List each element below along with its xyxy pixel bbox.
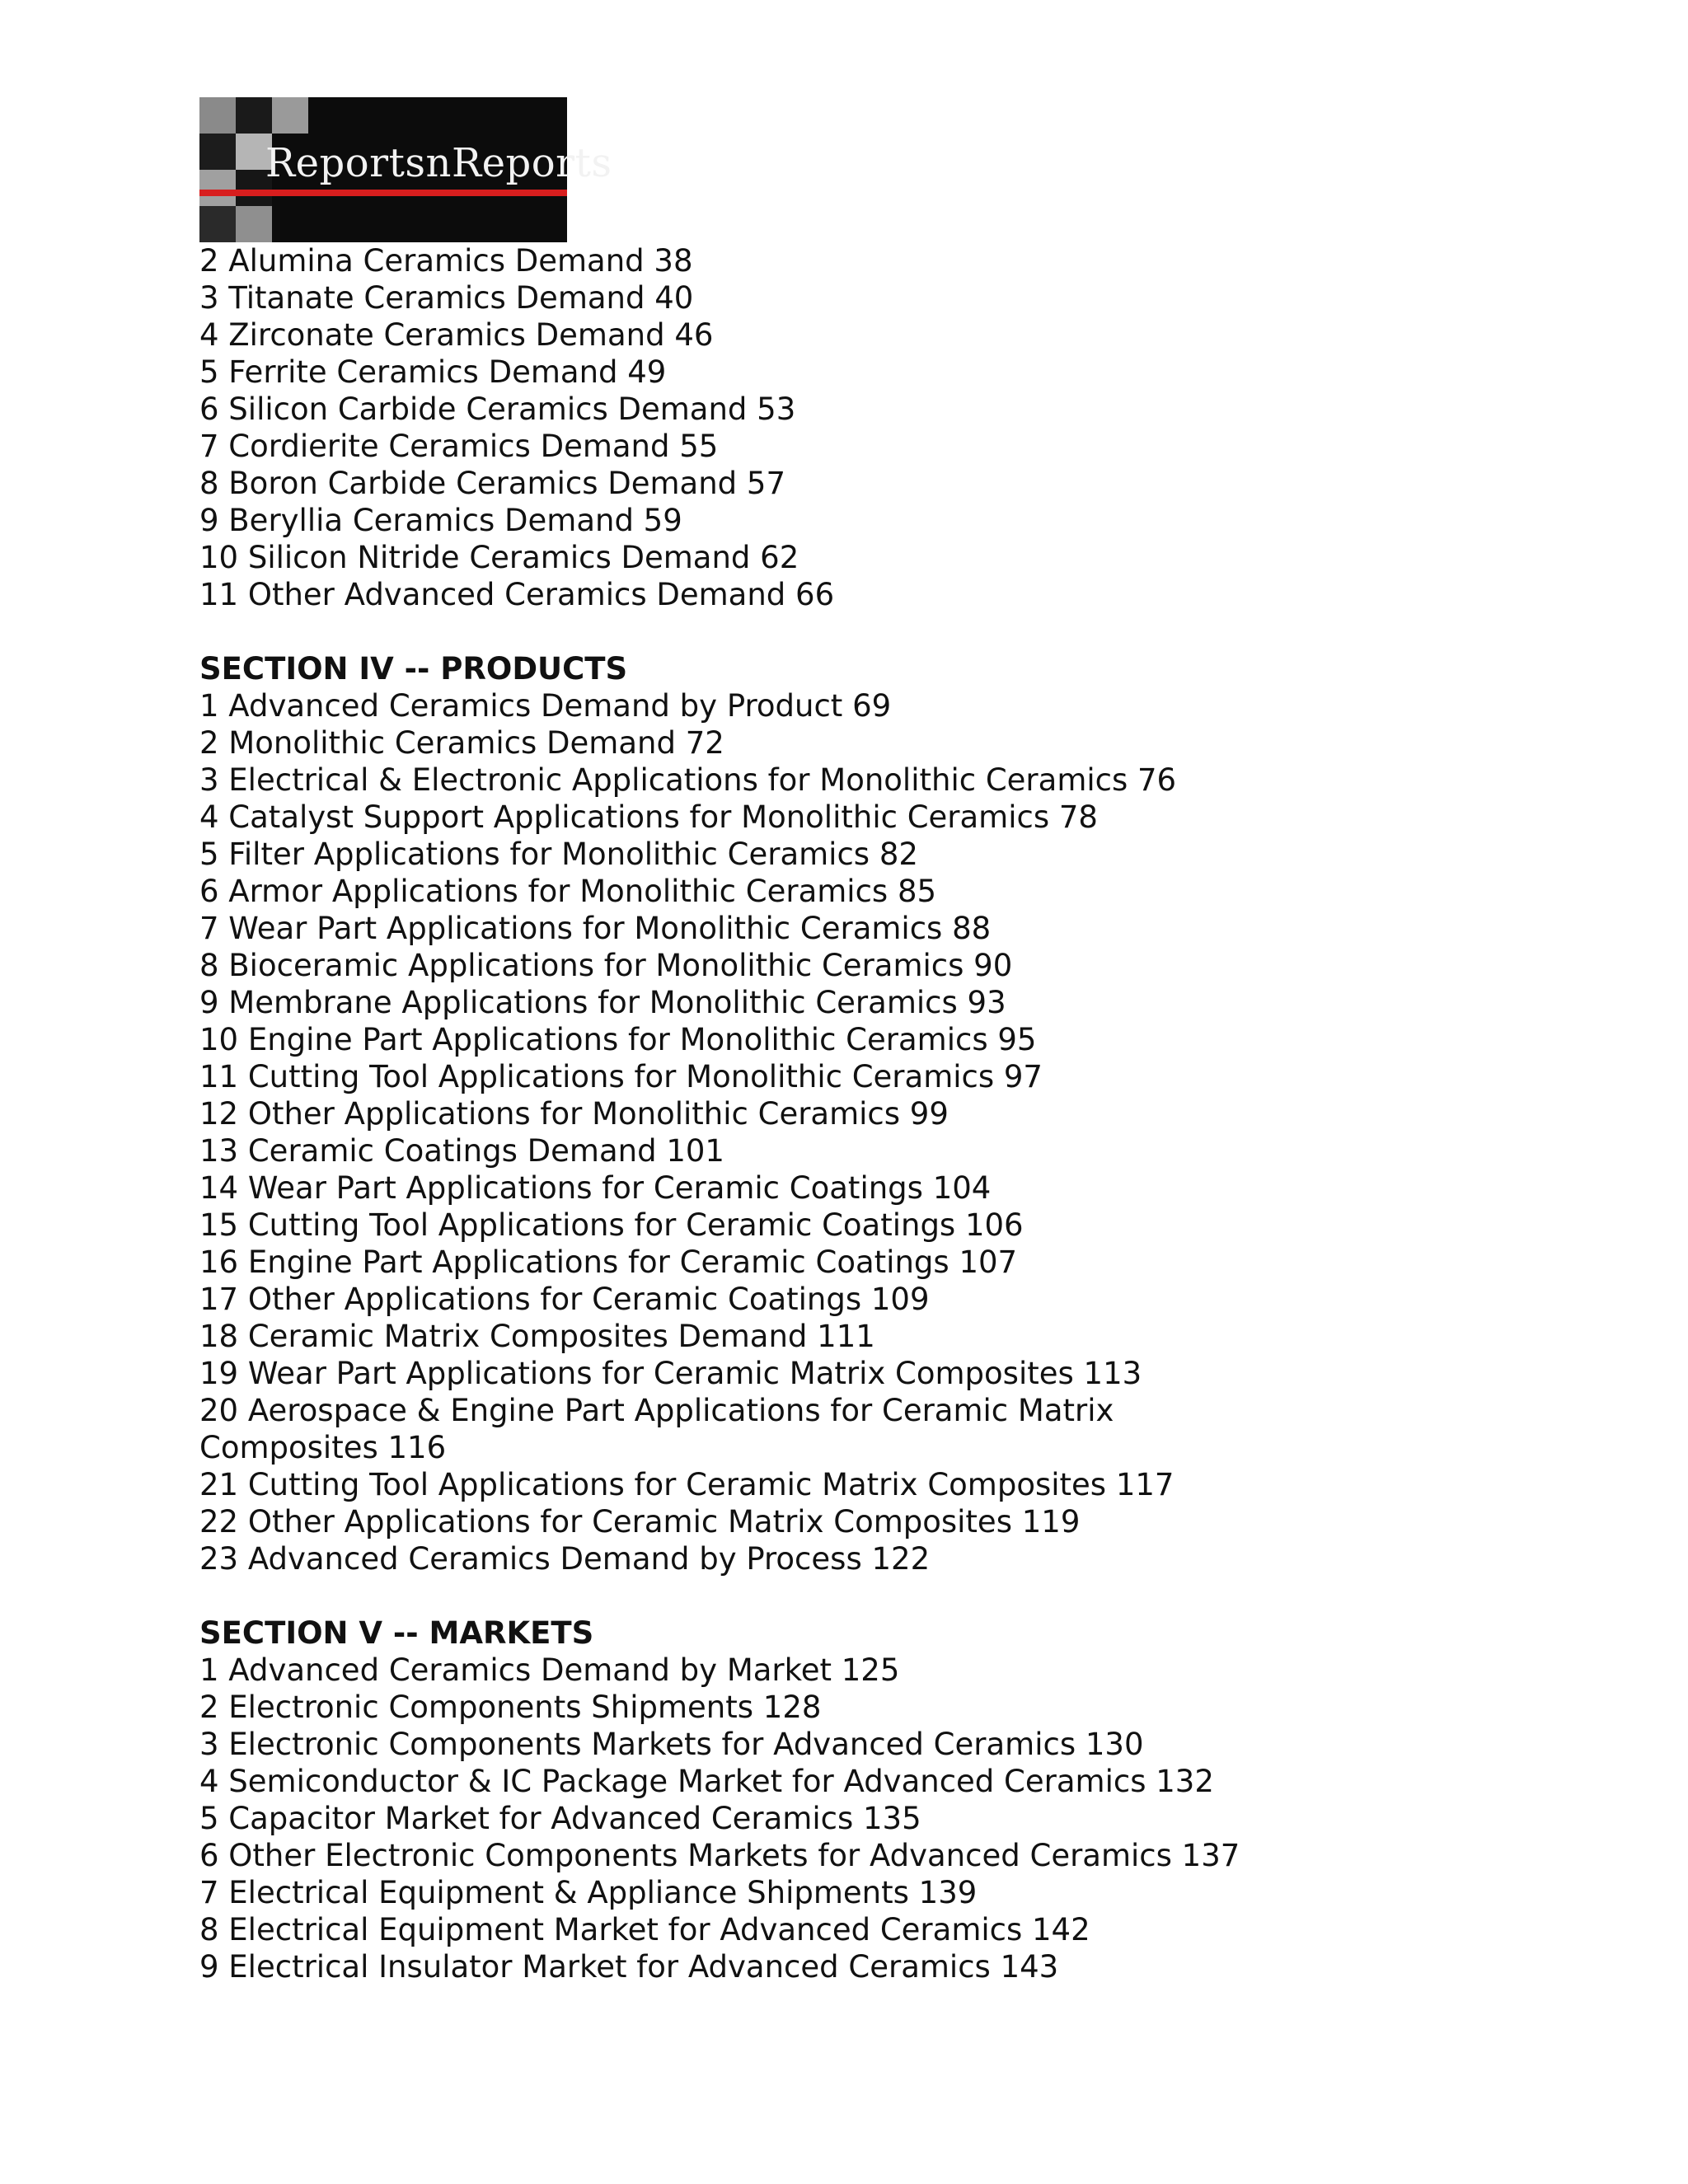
section-iv-list xyxy=(199,687,1617,1577)
toc-entry: 2 Alumina Ceramics Demand 38 xyxy=(199,243,693,279)
section-v-heading: SECTION V -- MARKETS xyxy=(199,1615,594,1651)
toc-entry: 6 Other Electronic Components Markets for Advanced Ceramics 137 xyxy=(199,1838,1240,1873)
toc-entry: 8 Boron Carbide Ceramics Demand 57 xyxy=(199,466,786,501)
toc-entry: 6 Silicon Carbide Ceramics Demand 53 xyxy=(199,391,796,427)
toc-entry: 8 Bioceramic Applications for Monolithic Ceramics 90 xyxy=(199,948,1013,983)
toc-entry: 5 Filter Applications for Monolithic Ceramics 82 xyxy=(199,837,918,872)
section-v-list xyxy=(199,1652,1617,1985)
toc-entry: 18 Ceramic Matrix Composites Demand 111 xyxy=(199,1319,875,1354)
toc-entry: 20 Aerospace & Engine Part Applications for Ceramic Matrix xyxy=(199,1393,1114,1428)
toc-entry-continuation: Composites 116 xyxy=(199,1430,447,1465)
toc-entry: 23 Advanced Ceramics Demand by Process 122 xyxy=(199,1541,931,1577)
toc-entry: 12 Other Applications for Monolithic Ceramics 99 xyxy=(199,1096,949,1132)
toc-entry: 10 Engine Part Applications for Monolithic Ceramics 95 xyxy=(199,1022,1037,1057)
toc-entry: 3 Electrical & Electronic Applications for Monolithic Ceramics 76 xyxy=(199,762,1177,798)
toc-entry: 15 Cutting Tool Applications for Ceramic Coatings 106 xyxy=(199,1207,1024,1243)
toc-entry: 7 Wear Part Applications for Monolithic Ceramics 88 xyxy=(199,911,992,946)
toc-entry: 17 Other Applications for Ceramic Coatings 109 xyxy=(199,1282,930,1317)
toc-entry: 1 Advanced Ceramics Demand by Market 125 xyxy=(199,1652,900,1688)
logo-wordmark: ReportsnReports xyxy=(265,140,612,186)
toc-entry: 13 Ceramic Coatings Demand 101 xyxy=(199,1133,724,1169)
logo-red-bar xyxy=(199,190,567,196)
toc-entry: 19 Wear Part Applications for Ceramic Matrix Composites 113 xyxy=(199,1356,1142,1391)
toc-entry: 6 Armor Applications for Monolithic Ceramics 85 xyxy=(199,874,937,909)
toc-entry: 9 Beryllia Ceramics Demand 59 xyxy=(199,503,682,538)
toc-entry: 14 Wear Part Applications for Ceramic Coatings 104 xyxy=(199,1170,992,1206)
document-page xyxy=(199,97,1617,1985)
toc-entry: 9 Electrical Insulator Market for Advanced Ceramics 143 xyxy=(199,1949,1059,1985)
toc-entry: 5 Ferrite Ceramics Demand 49 xyxy=(199,354,667,390)
toc-entry: 11 Cutting Tool Applications for Monolithic Ceramics 97 xyxy=(199,1059,1043,1094)
logo-checker-square xyxy=(236,206,272,242)
logo-checker-square xyxy=(199,206,236,242)
section-iii-list xyxy=(199,242,1617,613)
toc-entry: 9 Membrane Applications for Monolithic Ceramics 93 xyxy=(199,985,1006,1020)
toc-entry: 4 Semiconductor & IC Package Market for Advanced Ceramics 132 xyxy=(199,1764,1214,1799)
toc-entry: 4 Catalyst Support Applications for Monolithic Ceramics 78 xyxy=(199,799,1098,835)
toc-entry: 16 Engine Part Applications for Ceramic Coatings 107 xyxy=(199,1244,1018,1280)
toc-entry: 5 Capacitor Market for Advanced Ceramics 135 xyxy=(199,1801,921,1836)
toc-entry: 4 Zirconate Ceramics Demand 46 xyxy=(199,317,714,353)
toc-entry: 11 Other Advanced Ceramics Demand 66 xyxy=(199,577,835,612)
toc-entry: 10 Silicon Nitride Ceramics Demand 62 xyxy=(199,540,799,575)
toc-entry: 7 Cordierite Ceramics Demand 55 xyxy=(199,429,719,464)
logo-checker-square xyxy=(236,97,272,134)
reportsnreports-logo xyxy=(199,97,612,242)
toc-entry: 21 Cutting Tool Applications for Ceramic Matrix Composites 117 xyxy=(199,1467,1175,1502)
toc-entry: 3 Electronic Components Markets for Advanced Ceramics 130 xyxy=(199,1727,1144,1762)
toc-entry: 22 Other Applications for Ceramic Matrix Composites 119 xyxy=(199,1504,1081,1540)
logo-checker-square xyxy=(199,97,236,134)
logo-checker-square xyxy=(199,134,236,170)
toc-entry: 7 Electrical Equipment & Appliance Shipments 139 xyxy=(199,1875,978,1910)
logo-checker-square xyxy=(199,170,236,206)
toc-entry: 1 Advanced Ceramics Demand by Product 69 xyxy=(199,688,892,724)
toc-entry: 2 Monolithic Ceramics Demand 72 xyxy=(199,725,724,761)
toc-entry: 8 Electrical Equipment Market for Advanced Ceramics 142 xyxy=(199,1912,1090,1947)
logo-checker-square xyxy=(272,97,308,134)
section-iv-heading: SECTION IV -- PRODUCTS xyxy=(199,651,628,687)
toc-entry: 2 Electronic Components Shipments 128 xyxy=(199,1690,822,1725)
toc-entry: 3 Titanate Ceramics Demand 40 xyxy=(199,280,694,316)
